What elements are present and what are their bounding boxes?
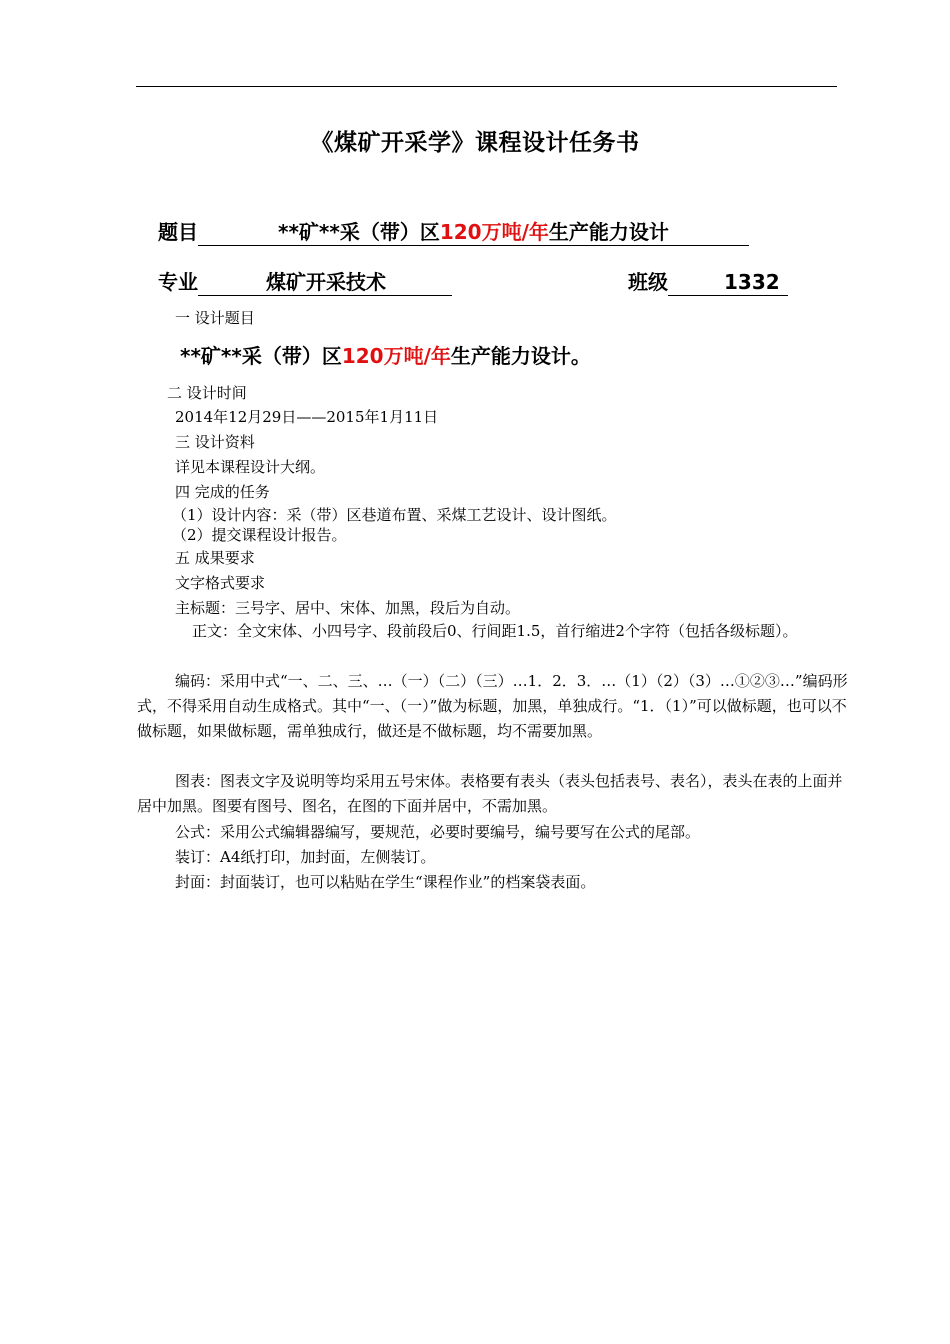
s1-prefix: **矿**采（带）区	[180, 344, 342, 368]
cover-requirement: 封面：封面装订，也可以粘贴在学生“课程作业”的档案袋表面。	[175, 873, 596, 891]
topic-field	[198, 219, 749, 246]
major-label: 专业	[158, 270, 198, 294]
section-5-heading: 五 成果要求	[175, 549, 255, 567]
document-title: 《煤矿开采学》课程设计任务书	[310, 130, 640, 156]
section-4-heading: 四 完成的任务	[175, 483, 270, 501]
topic-highlight: 120万吨/年	[439, 220, 549, 244]
main-title-requirement: 主标题：三号字、居中、宋体、加黑，段后为自动。	[175, 599, 521, 617]
class-label: 班级	[628, 270, 668, 294]
chart-requirement: 图表：图表文字及说明等均采用五号宋体。表格要有表头（表头包括表号、表名），表头在表的上面并居中加黑。图要有图号、图名，在图的下面并居中，不需加黑。	[137, 772, 843, 815]
class-value: 1332	[668, 269, 788, 296]
major-value: 煤矿开采技术	[198, 269, 452, 296]
section-2-text: 2014年12月29日——2015年1月11日	[175, 408, 439, 426]
section-4-item-1: （1）设计内容：采（带）区巷道布置、采煤工艺设计、设计图纸。	[172, 506, 617, 524]
section-2-heading: 二 设计时间	[167, 384, 247, 402]
topic-suffix: 生产能力设计	[548, 220, 669, 244]
s1-suffix: 生产能力设计。	[450, 344, 591, 368]
section-3-text: 详见本课程设计大纲。	[175, 458, 326, 476]
major-row	[158, 266, 452, 296]
section-4-item-2: （2）提交课程设计报告。	[172, 526, 347, 544]
coding-requirement: 编码：采用中式“一、二、三、…（一）（二）（三）…1．2．3．…（1）（2）（3）…①②③…”编码形式，不得采用自动生成格式。其中“一、（一）”做为标题，加黑，单独成行。“1．（1）”可以做标题，也可以不做标题，如果做标题，需单独成行，做还是不做标题，均不需要加黑。	[137, 672, 848, 740]
body-requirement: 正文：全文宋体、小四号字、段前段后0、行间距1.5，首行缩进2个字符（包括各级标题）。	[192, 622, 798, 640]
header-rule	[136, 86, 837, 87]
formula-requirement: 公式：采用公式编辑器编写，要规范，必要时要编号，编号要写在公式的尾部。	[175, 823, 701, 841]
topic-row	[158, 216, 749, 246]
topic-prefix: **矿**采（带）区	[278, 220, 440, 244]
section-1-topic	[180, 340, 591, 369]
s1-highlight: 120万吨/年	[341, 344, 451, 368]
binding-requirement: 装订：A4纸打印，加封面，左侧装订。	[175, 848, 436, 866]
section-3-heading: 三 设计资料	[175, 433, 255, 451]
section-5-text: 文字格式要求	[175, 574, 266, 592]
class-row	[628, 266, 788, 296]
section-1-heading: 一 设计题目	[175, 309, 255, 327]
topic-label: 题目	[158, 220, 198, 244]
